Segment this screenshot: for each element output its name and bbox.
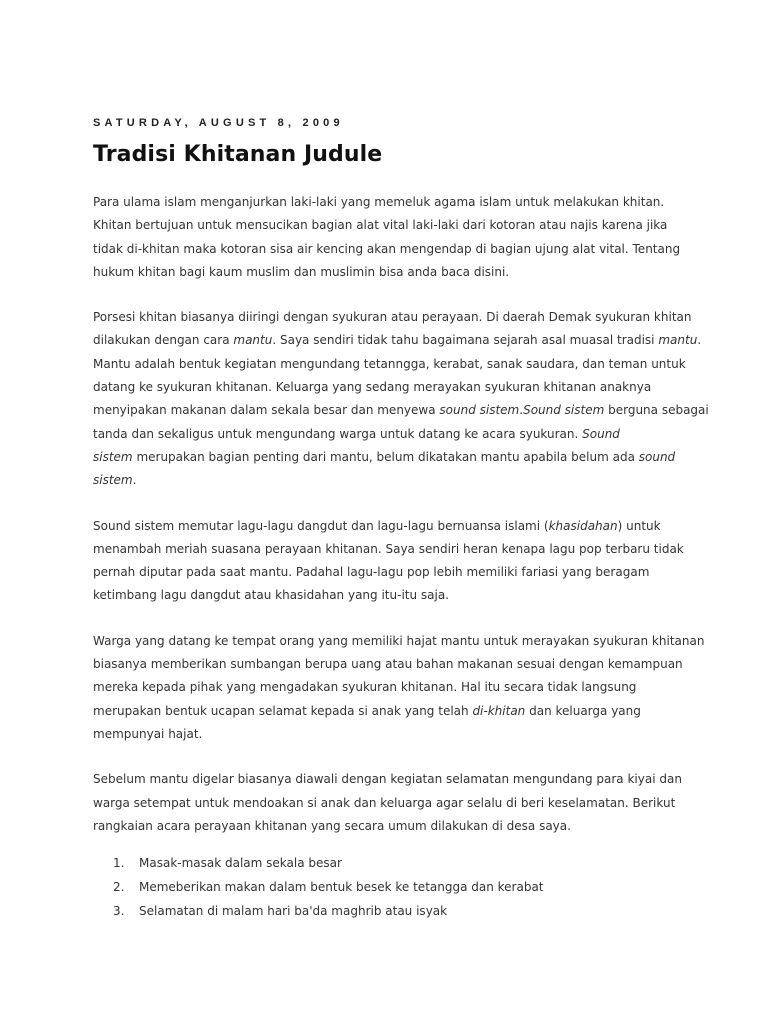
text-run: ) untuk [617,518,661,533]
paragraph-line: Porsesi khitan biasanya diiringi dengan syukuran atau perayaan. Di daerah Demak syukuran khitan [93,310,692,325]
paragraph-line [93,399,709,422]
paragraph-line: datang ke syukuran khitanan. Keluarga yang sedang merayakan syukuran khitanan anaknya [93,380,652,395]
list-item [113,851,683,875]
paragraph-5 [93,768,683,838]
paragraph-line: ketimbang lagu dangdut atau khasidahan yang itu-itu saja. [93,588,450,603]
paragraph-2 [93,306,709,492]
paragraph-line [93,329,702,352]
paragraph-line: Warga yang datang ke tempat orang yang memiliki hajat mantu untuk merayakan syukuran khitanan [93,633,705,648]
italic-term: mantu [233,333,273,348]
italic-term: di-khitan [472,703,526,718]
paragraph-4 [93,630,705,746]
blog-post [93,114,709,923]
paragraph-line: warga setempat untuk mendoakan si anak dan keluarga agar selalu di beri keselamatan. Berikut [93,795,676,810]
post-body [93,191,709,923]
text-run: Sound sistem memutar lagu-lagu dangdut dan lagu-lagu bernuansa islami ( [93,518,549,533]
list-item [113,899,683,923]
text-run: merupakan bentuk ucapan selamat kepada si anak yang telah [93,703,473,718]
post-title: Tradisi Khitanan Judule [93,142,383,167]
paragraph-line: mempunyai hajat. [93,726,203,741]
text-run: tanda dan sekaligus untuk mengundang warga untuk datang ke acara syukuran. [93,426,583,441]
italic-term: sound [638,449,676,464]
list-number: 3. [113,904,125,919]
italic-term: sistem [93,449,133,464]
text-run: berguna sebagai [604,403,709,418]
text-run: . [132,473,137,488]
paragraph-line [93,423,683,446]
text-run: merupakan bagian penting dari mantu, belum dikatakan mantu apabila belum ada [132,449,639,464]
list-number: 2. [113,880,125,895]
paragraph-line [93,700,683,723]
text-run: menyipakan makanan dalam sekala besar dan menyewa [93,403,440,418]
italic-term: Sound sistem [523,403,605,418]
paragraph-3 [93,515,683,608]
post-date: SATURDAY, AUGUST 8, 2009 [93,117,344,129]
paragraph-line: mereka kepada pihak yang mengadakan syukuran khitanan. Hal itu secara tidak langsung [93,680,637,695]
italic-term: khasidahan [548,518,618,533]
list-item-text: Selamatan di malam hari ba'da maghrib atau isyak [139,904,448,919]
italic-term: Sound [582,426,620,441]
text-run: dan keluarga yang [525,703,641,718]
paragraph-line: tidak di-khitan maka kotoran sisa air kencing akan mengendap di bagian ujung alat vital. Tentang [93,241,681,256]
list-item-text: Masak-masak dalam sekala besar [139,856,342,871]
text-run: . Saya sendiri tidak tahu bagaimana sejarah asal muasal tradisi [272,333,659,348]
italic-term: mantu [658,333,698,348]
paragraph-line [93,469,683,492]
text-run: . [519,403,524,418]
paragraph-line: Para ulama islam menganjurkan laki-laki yang memeluk agama islam untuk melakukan khitan. [93,195,665,209]
list-number: 1. [113,856,125,871]
paragraph-line: Khitan bertujuan untuk mensucikan bagian alat vital laki-laki dari kotoran atau najis karena jika [93,218,668,233]
text-run: dilakukan dengan cara [93,333,234,348]
paragraph-line: Sebelum mantu digelar biasanya diawali dengan kegiatan selamatan mengundang para kiyai dan [93,772,682,787]
paragraph-1 [93,191,683,284]
list-item [113,875,683,899]
paragraph-line: hukum khitan bagi kaum muslim dan muslimin bisa anda baca disini. [93,264,510,279]
paragraph-line: menambah meriah suasana perayaan khitanan. Saya sendiri heran kenapa lagu pop terbaru tidak [93,541,684,556]
paragraph-line: pernah diputar pada saat mantu. Padahal lagu-lagu pop lebih memiliki fariasi yang beragam [93,565,650,580]
text-run: . [697,333,702,348]
paragraph-line: biasanya memberikan sumbangan berupa uang atau bahan makanan sesuai dengan kemampuan [93,657,683,672]
list-item-text: Memeberikan makan dalam bentuk besek ke tetangga dan kerabat [139,880,544,895]
italic-term: sound sistem [439,403,520,418]
paragraph-line: rangkaian acara perayaan khitanan yang secara umum dilakukan di desa saya. [93,818,571,833]
paragraph-line [93,515,683,538]
ceremony-steps-list [93,851,683,923]
italic-term: sistem [93,473,133,488]
paragraph-line [93,446,683,469]
paragraph-line: Mantu adalah bentuk kegiatan mengundang tetanngga, kerabat, sanak saudara, dan teman untuk [93,356,686,371]
